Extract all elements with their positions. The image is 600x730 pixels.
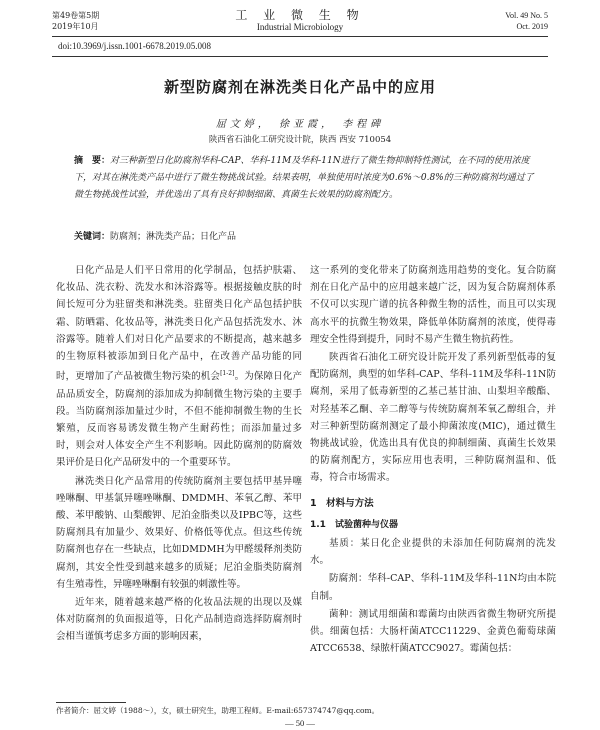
left-column xyxy=(56,262,302,647)
paper-title: 新型防腐剂在淋洗类日化产品中的应用 xyxy=(163,78,436,96)
page-number: — 50 — xyxy=(285,718,315,728)
keywords-text: 防腐剂；淋洗类产品；日化产品 xyxy=(110,232,237,242)
intro-paragraph-1 xyxy=(56,262,302,472)
intro-p1-text: 日化产品是人们平日常用的化学制品，包括护肤霜、化妆品、洗衣粉、洗发水和沐浴露等。根据接触皮肤的时间长短可分为驻留类和淋洗类。驻留类日化产品包括护肤霜、防晒霜、化妆品等，淋洗类日化产品包括洗发水、沐浴露等。随着人们对日化产品要求的不断提高，越来越多的生物原料被添加到日化产品中，在改善产品功能的同时，更增加了产品被微生物污染的机会 xyxy=(56,265,302,383)
section-heading-1: 1 材料与方法 xyxy=(310,497,374,509)
abstract xyxy=(74,153,536,204)
journal-title-cn: 工 业 微 生 物 xyxy=(235,8,365,22)
right-column xyxy=(310,262,556,658)
affiliation: 陕西省石油化工研究设计院，陕西 西安 710054 xyxy=(208,135,392,145)
intro-paragraph-2: 淋洗类日化产品常用的传统防腐剂主要包括甲基异噻唑啉酮、甲基氯异噻唑啉酮、DMDMH、苯氧乙醇、苯甲酸、苯甲酸钠、山梨酸钾、尼泊金脂类以及IPBC等，这些防腐剂具有加量少、效果好、价格低等优点。但这些传统防腐剂也存在一些缺点，比如DMDMH为甲醛缓释剂类防腐剂，其安全性受到越来越多的质疑；尼泊金脂类防腐剂有生殖毒性，异噻唑啉酮有较强的刺激性等。 xyxy=(56,475,302,590)
abstract-text: 对三种新型日化防腐剂华科-CAP、华科-11M及华科-11N进行了微生物抑制特性测试，在不同的使用浓度下，对其在淋洗类产品中进行了微生物挑战试验。结果表明，单独使用时浓度为0.6%～0.8%的三种防腐剂均通过了微生物挑战性试验，并优选出了具有良好抑制细菌、真菌生长效果的防腐剂配方。 xyxy=(74,156,534,200)
running-header xyxy=(52,6,548,36)
journal-name xyxy=(52,8,548,33)
keywords xyxy=(74,230,536,244)
citation-ref: [1-2] xyxy=(220,370,235,378)
journal-title-en: Industrial Microbiology xyxy=(256,22,344,32)
abstract-label: 摘 要： xyxy=(74,156,111,166)
volume-issue: 第49卷第5期 xyxy=(52,11,100,20)
author-list: 屈文婷， 徐亚霞， 李程碑 xyxy=(215,119,385,130)
preservative-paragraph: 防腐剂：华科-CAP、华科-11M及华科-11N均由本院自制。 xyxy=(310,573,556,602)
journal-issue-en xyxy=(505,10,548,32)
subsection-heading-1-1: 1.1 试验菌种与仪器 xyxy=(310,519,398,530)
matrix-paragraph: 基质：某日化企业提供的未添加任何防腐剂的洗发水。 xyxy=(310,538,556,567)
issue-date-en: Oct. 2019 xyxy=(516,22,548,31)
issue-date: 2019年10月 xyxy=(52,22,99,31)
intro-paragraph-4: 陕西省石油化工研究设计院开发了系列新型低毒的复配防腐剂，典型的如华科-CAP、华科-11M及华科-11N防腐剂，采用了低毒新型的乙基己基甘油、山梨坦辛酸酯、对羟基苯乙酮、辛二醇等与传统防腐剂苯氧乙醇组合，并对三种新型防腐剂测定了最小抑菌浓度(MIC)，通过微生物挑战试验，优选出具有优良的抑制细菌、真菌生长效果的防腐剂配方，实际应用也表明，三种防腐剂温和、低毒，符合市场需求。 xyxy=(310,352,556,484)
footnote-rule xyxy=(56,702,126,703)
author-footnote: 作者简介：屈文婷（1988～），女，硕士研究生，助理工程师。E-mail:657374747@qq.com。 xyxy=(56,706,380,715)
intro-paragraph-3: 近年来，随着越来越严格的化妆品法规的出现以及媒体对防腐剂的负面报道等，日化产品制造商选择防腐剂时会相当谨慎考虑多方面的影响因素， xyxy=(56,597,302,643)
header-rule xyxy=(52,36,548,37)
strain-paragraph: 菌种：测试用细菌和霉菌均由陕西省微生物研究所提供。细菌包括：大肠杆菌ATCC11229、金黄色葡萄球菌ATCC6538、绿脓杆菌ATCC9027。霉菌包括： xyxy=(310,608,556,655)
volume-issue-en: Vol. 49 No. 5 xyxy=(505,11,548,20)
keywords-label: 关键词： xyxy=(74,232,111,242)
intro-paragraph-continued: 这一系列的变化带来了防腐剂选用趋势的变化。复合防腐剂在日化产品中的应用越来越广泛，因为复合防腐剂体系不仅可以实现广谱的抗各种微生物的活性，而且可以实现高水平的抗微生物效果，降低单体防腐剂的浓度，使得毒理安全性得到提升，同时不易产生微生物抗药性。 xyxy=(310,265,556,345)
doi: doi:10.3969/j.issn.1001-6678.2019.05.008 xyxy=(58,41,212,51)
doi-rule xyxy=(52,56,548,57)
intro-p1-tail: 。为保障日化产品品质安全，防腐剂的添加成为抑制微生物污染的主要手段。当防腐剂添加量过少时，不但不能抑制微生物的生长繁殖，反而容易诱发微生物产生耐药性；而添加量过多时，则会对人体安全产生不利影响。因此防腐剂的防腐效果评价是日化产品研发中的一个重要环节。 xyxy=(56,371,302,469)
